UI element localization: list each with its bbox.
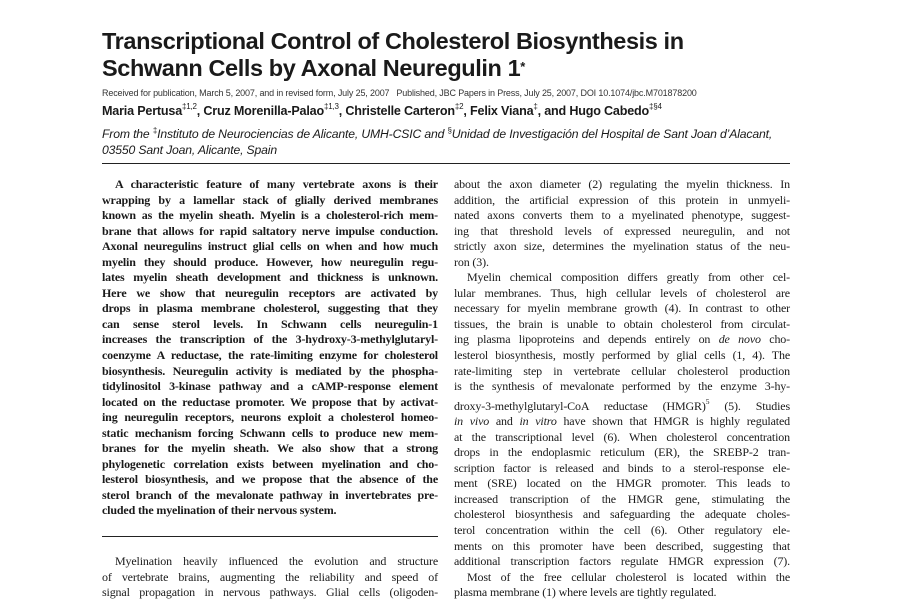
text-line [454, 332, 790, 348]
affiliation-institute-1: Instituto de Neurociencias de Alicante, UMH-CSIC and [157, 127, 448, 142]
text-line: increased transcription of the HMGR gene, stimulating the [454, 491, 790, 506]
title-line-2 [102, 55, 862, 82]
title-line-1: Transcriptional Control of Cholesterol Biosynthesis in [102, 28, 684, 54]
author-name: Felix Viana [470, 104, 534, 119]
text-line: tidylinositol 3-kinase pathway and a cAMP-response element [102, 379, 438, 394]
text-line: brane that allows for rapid saltatory nerve impulse conduction. [102, 223, 438, 238]
text-line: Myelination heavily influenced the evolution and structure [115, 554, 438, 568]
text-line: tissues, the brain is unable to obtain cholesterol from circulat- [454, 316, 790, 331]
text-line: lates myelin sheath development and thickness is unknown. [102, 270, 438, 285]
line-segment: and [489, 414, 520, 429]
text-line: addition, the artificial expression of this protein in unmyeli- [454, 192, 790, 207]
publication-history [102, 88, 822, 98]
text-line: myelin they should produce. However, how neuregulin regu- [102, 254, 438, 269]
text-line: strictly axon size, determines the myelination status of the neu- [454, 239, 790, 254]
affiliation-mark: § [447, 126, 452, 135]
text-line: about the axon diameter (2) regulating the myelin thickness. In [454, 177, 790, 191]
footnote-mark: 5 [705, 396, 710, 406]
author-affil-mark: ‡2 [454, 102, 464, 111]
text-line: known as the myelin sheath. Myelin is a cholesterol-rich mem- [102, 208, 438, 223]
italic-term: de novo [718, 332, 761, 347]
text-line: necessary for myelin membrane growth (4). In contrast to other [454, 301, 790, 316]
line-segment: (5). Studies [709, 398, 790, 413]
author-name: Cruz Morenilla-Palao [203, 104, 324, 119]
line-segment: have shown that HMGR is highly regulated [556, 414, 790, 429]
text-line [454, 395, 790, 415]
published-info: Published, JBC Papers in Press, July 25, 2007, DOI 10.1074/jbc.M701878200 [396, 88, 697, 98]
abstract-divider [102, 536, 438, 537]
text-line: drops in the endoplasmic reticulum (ER), the SREBP-2 tran- [454, 445, 790, 460]
text-line: of vertebrate brains, augmenting the reliability and speed of [102, 569, 438, 584]
paper-title [102, 28, 862, 82]
text-line: ing neuregulin receptors, neurons exploit a cholesterol homeo- [102, 410, 438, 425]
author-separator: , and [537, 104, 570, 119]
text-line: nated axons converts them to a myelinated phenotype, suggest- [454, 208, 790, 223]
text-line: at the transcriptional level (6). When cholesterol concentration [454, 429, 790, 444]
text-line: ments on this promoter have been described, suggesting that [454, 538, 790, 553]
abstract [102, 177, 438, 519]
text-line: ing that threshold levels of expressed neuregulin, and not [454, 223, 790, 238]
author-separator: , [338, 104, 346, 119]
author-list [102, 103, 822, 118]
text-line: lesterol biosynthesis, and we propose that the absence of the [102, 472, 438, 487]
text-line: increases the transcription of the 3-hydroxy-3-methylglutaryl- [102, 332, 438, 347]
author-separator: , [463, 104, 471, 119]
line-segment: ing plasma lipoproteins and depends entirely on [454, 332, 719, 347]
text-line: plasma membrane (1) where levels are tightly regulated. [454, 585, 717, 600]
text-line: Most of the free cellular cholesterol is located within the [467, 569, 790, 584]
text-line: signal propagation in nervous pathways. Glial cells (oligoden- [102, 585, 438, 600]
text-line: lular membranes. Thus, high cellular levels of cholesterol are [454, 285, 790, 300]
italic-term: in vivo [454, 414, 490, 429]
affiliation [102, 123, 802, 158]
author-affil-mark: ‡ [533, 102, 538, 111]
received-date: Received for publication, March 5, 2007, and in revised form, July 25, 2007 [102, 88, 390, 98]
text-line: ron (3). [454, 254, 489, 269]
text-line: A characteristic feature of many vertebrate axons is their [115, 177, 438, 191]
author-affil-mark: ‡§4 [649, 102, 662, 111]
text-line: wrapping by a lamellar stack of glially derived membranes [102, 192, 438, 207]
author-affil-mark: ‡1,2 [182, 102, 197, 111]
text-line: terol concentration within the cell (6). Other regulatory ele- [454, 523, 790, 538]
affiliation-from: From the [102, 127, 153, 142]
text-line: lesterol biosynthesis, mostly performed by glial cells (1, 4). The [454, 348, 790, 363]
text-line: Myelin chemical composition differs greatly from other cel- [467, 270, 790, 285]
italic-term: in vitro [519, 414, 557, 429]
text-line: scription factor is released and binds to a sterol-response ele- [454, 460, 790, 475]
text-line: drops in plasma membrane cholesterol, suggesting that they [102, 301, 438, 316]
line-segment: cho- [760, 332, 790, 347]
text-line: ment (SRE) located on the HMGR promoter. This leads to [454, 476, 790, 491]
text-line: cluded the myelination of their nervous system. [102, 503, 337, 518]
title-line-2-text: Schwann Cells by Axonal Neuregulin 1 [102, 55, 521, 81]
text-line: Axonal neuregulins instruct glial cells on when and how much [102, 239, 438, 254]
affiliation-mark: ‡ [152, 126, 158, 135]
text-line [454, 414, 790, 430]
header-divider [102, 163, 790, 164]
author-name: Maria Pertusa [102, 104, 182, 119]
text-line: additional transcription factors regulate HMGR expression (7). [454, 554, 790, 569]
text-line: coenzyme A reductase, the rate-limiting enzyme for cholesterol [102, 348, 438, 363]
intro-text [102, 554, 438, 601]
author-name: Hugo Cabedo [569, 104, 649, 119]
text-line: Here we show that neuregulin receptors are activated by [102, 285, 438, 300]
affiliation-line-2: 03550 Sant Joan, Alicante, Spain [102, 143, 277, 158]
text-line: phylogenetic correlation exists between myelination and cho- [102, 456, 438, 471]
text-line: biosynthesis. Neuregulin activity is mediated by the phospha- [102, 363, 438, 378]
affiliation-line-1 [102, 123, 802, 142]
author-name: Christelle Carteron [345, 104, 455, 119]
text-line: rate-limiting step in vertebrate cellular cholesterol production [454, 363, 790, 378]
affiliation-institute-2: Unidad de Investigación del Hospital de Sant Joan d’Alacant, [451, 127, 773, 142]
text-line: branes for the myelin sheath. We also show that a strong [102, 441, 438, 456]
body-text [454, 177, 790, 601]
author-separator: , [196, 104, 204, 119]
title-footnote-mark: * [520, 59, 525, 74]
text-line: located on the reductase promoter. We propose that by activat- [102, 394, 438, 409]
line-segment: droxy-3-methylglutaryl-CoA reductase (HMGR) [454, 398, 706, 413]
author-affil-mark: ‡1,3 [323, 102, 339, 111]
text-line: sterol branch of the mevalonate pathway in invertebrates pre- [102, 487, 438, 502]
text-line: static mechanism forcing Schwann cells to produce new mem- [102, 425, 438, 440]
text-line: cholesterol biosynthesis and safeguarding the adequate choles- [454, 507, 790, 522]
text-line: is the synthesis of mevalonate performed by the enzyme 3-hy- [454, 379, 790, 394]
text-line: can sense sterol levels. In Schwann cells neuregulin-1 [102, 316, 438, 331]
